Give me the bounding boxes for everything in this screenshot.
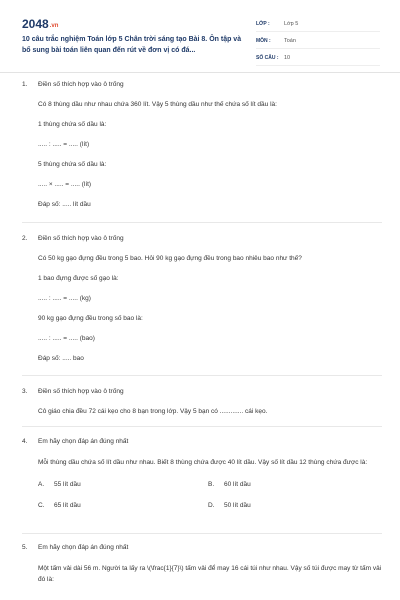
question-instruction: Em hãy chọn đáp án đúng nhất [38, 544, 129, 551]
question-1 [22, 81, 382, 208]
option-a[interactable]: A. 55 lít dầu [38, 481, 81, 488]
answer-blank-line[interactable]: ..... : ..... = ..... (bao) [38, 335, 95, 342]
answer-blank-line[interactable]: ..... : ..... = ..... (lít) [38, 141, 90, 148]
question-number: 5. [22, 544, 28, 551]
question-divider [22, 533, 382, 534]
question-stem: Mỗi thùng dầu chứa số lít dầu như nhau. Biết 8 thùng chứa được 40 lít dầu. Vậy số lít dầu 12 thùng chứa được là: [38, 459, 368, 466]
question-divider [22, 426, 382, 427]
answer-blank-line[interactable]: ..... : ..... = ..... (kg) [38, 295, 91, 302]
question-number: 4. [22, 438, 28, 445]
meta-grade: LỚP : Lớp 5 [256, 17, 380, 32]
answer-blank-line[interactable]: Đáp số: ..... lít dầu [38, 201, 91, 208]
question-number: 3. [22, 388, 28, 395]
answer-blank-line[interactable]: ..... × ..... = ..... (lít) [38, 181, 92, 188]
question-instruction: Điền số thích hợp vào ô trống [38, 81, 124, 88]
option-c[interactable]: C. 65 lít dầu [38, 502, 81, 509]
question-5 [22, 544, 382, 585]
question-3 [22, 388, 382, 415]
answer-blank-line[interactable]: Đáp số: ..... bao [38, 355, 84, 362]
question-instruction: Điền số thích hợp vào ô trống [38, 235, 124, 242]
worksheet-meta [256, 17, 380, 68]
question-line: 1 bao đựng được số gạo là: [38, 275, 119, 282]
option-b[interactable]: B. 60 lít dầu [208, 481, 251, 488]
question-stem: Một tấm vải dài 56 m. Người ta lấy ra \(\frac{1}{7}\) tấm vải để may 16 cái túi như nhau. Vậy số túi được may từ tấm vải đó là: [38, 565, 382, 583]
question-number: 2. [22, 235, 28, 242]
question-line: 90 kg gạo đựng đều trong số bao là: [38, 315, 143, 322]
site-logo[interactable]: 2048.vn [22, 17, 59, 31]
option-d[interactable]: D. 50 lít dầu [208, 502, 251, 509]
question-4 [22, 438, 382, 509]
question-number: 1. [22, 81, 28, 88]
question-divider [22, 375, 382, 376]
answer-blank-line[interactable]: Cô giáo chia đều 72 cái kẹo cho 8 bạn trong lớp. Vậy 5 bạn có ............. cái kẹo. [38, 408, 268, 415]
question-instruction: Điền số thích hợp vào ô trống [38, 388, 124, 395]
worksheet-header [0, 0, 400, 73]
question-2 [22, 235, 382, 362]
question-line: 5 thùng chứa số dầu là: [38, 161, 107, 168]
meta-question-count: SỐ CÂU : 10 [256, 51, 380, 66]
question-line: 1 thùng chứa số dầu là: [38, 121, 107, 128]
worksheet-title: 10 câu trắc nghiệm Toán lớp 5 Chân trời sáng tạo Bài 8. Ôn tập và bổ sung bài toán liên quan đến rút về đơn vị có đá... [22, 36, 242, 54]
question-line: Có 8 thùng dầu như nhau chứa 360 lít. Vậy 5 thùng dầu như thế chứa số lít dầu là: [38, 101, 277, 108]
question-line: Có 50 kg gạo đựng đều trong 5 bao. Hỏi 90 kg gạo đựng đều trong bao nhiêu bao như thế? [38, 255, 302, 262]
question-divider [22, 222, 382, 223]
answer-options [38, 481, 382, 509]
meta-subject: MÔN : Toán [256, 34, 380, 49]
question-instruction: Em hãy chọn đáp án đúng nhất [38, 438, 129, 445]
